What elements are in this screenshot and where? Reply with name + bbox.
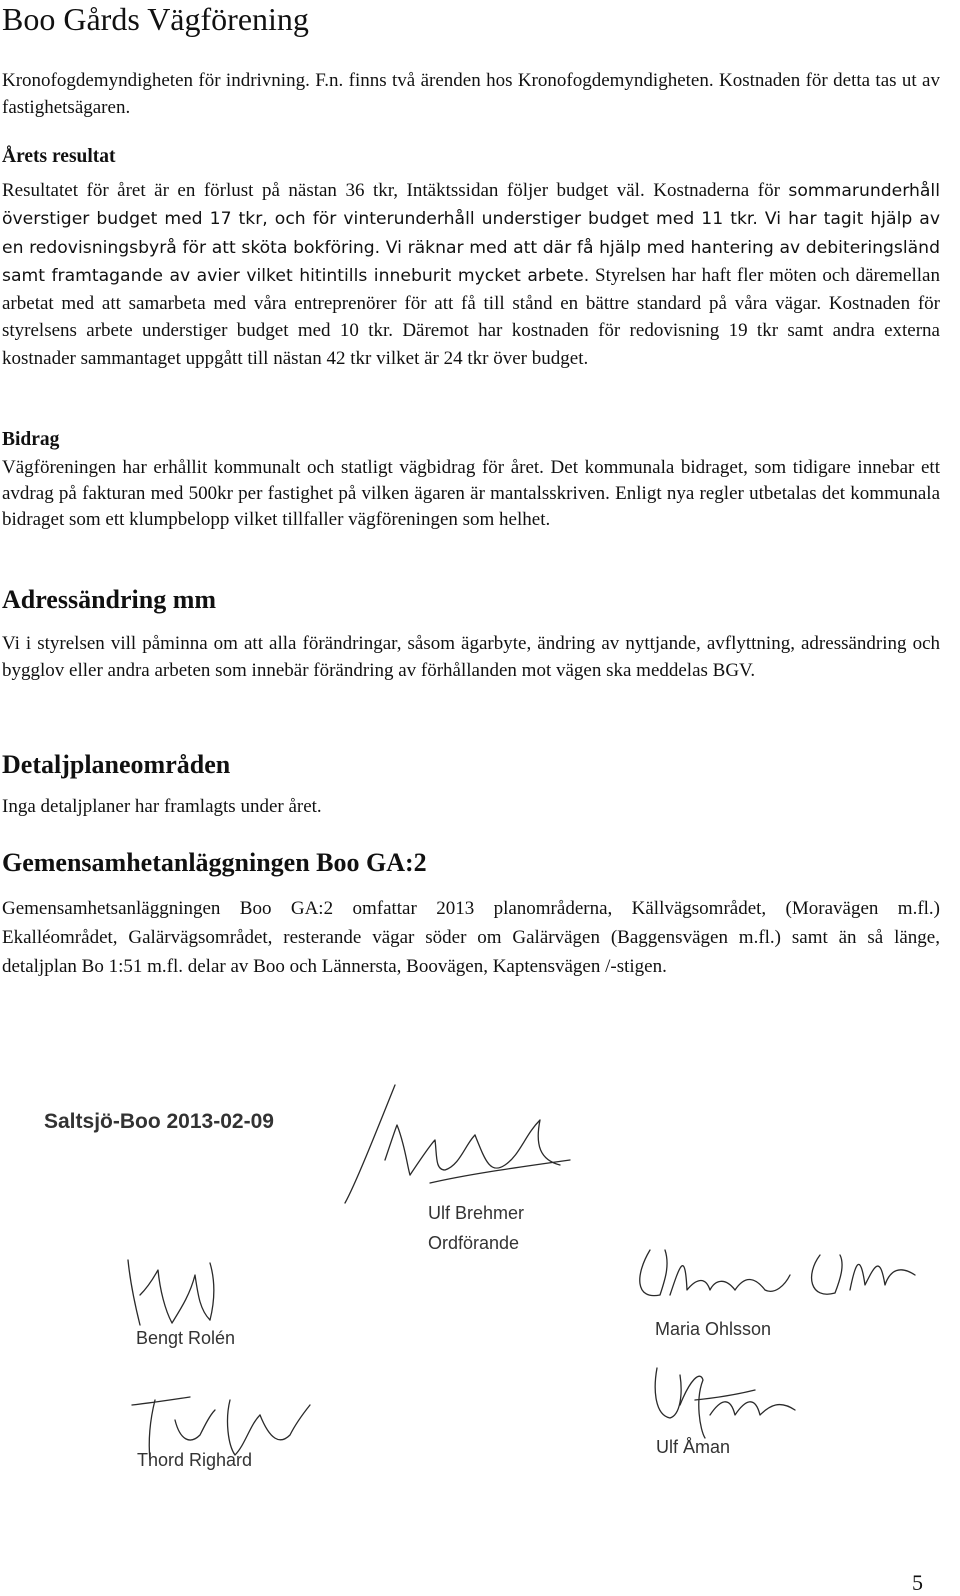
- signature-maria-ohlsson-scribble: [625, 1235, 925, 1315]
- intro-paragraph: Kronofogdemyndigheten för indrivning. F.n. finns två ärenden hos Kronofogdemyndigheten. Kostnaden för detta tas ut av fastighetsägaren.: [2, 70, 940, 119]
- address-change-heading: Adressändring mm: [2, 585, 217, 614]
- signer-name: Thord Righard: [137, 1450, 253, 1470]
- signer-name: Maria Ohlsson: [655, 1319, 772, 1339]
- results-text-serif: Resultatet för året är en förlust på nästan 36 tkr, Intäktssidan följer budget väl. Kostnaderna för: [2, 180, 780, 201]
- detail-plans-heading: Detaljplaneområden: [2, 750, 231, 779]
- detail-plans-paragraph: Inga detaljplaner har framlagts under året.: [2, 796, 322, 817]
- results-text-sans: sommarunderhåll överstiger budget med 17 tkr, och för vinterunderhåll understiger budget med 11 tkr. Vi har tagit hjälp av en redovisningsbyrå för att sköta bokföring. Vi räknar med att där få hjälp med hantering av debiteringsländ samt framtagande av avier vilket hitintills inneburit mycket arbete.: [2, 181, 940, 286]
- grants-heading: Bidrag: [2, 429, 60, 450]
- page-number: 5: [912, 1570, 923, 1595]
- signer-name: Ulf Brehmer: [428, 1203, 525, 1223]
- joint-facility-paragraph: Gemensamhetsanläggningen Boo GA:2 omfattar 2013 planområderna, Källvägsområdet, (Moravägen m.fl.) Ekalléområdet, Galärvägsområdet, resterande vägar söder om Galärvägen (Baggensvägen m.fl.) samt än så länge, detaljplan Bo 1:51 m.fl. delar av Boo och Lännersta, Boovägen, Kaptensvägen /-stigen.: [2, 898, 940, 977]
- signer-name: Ulf Åman: [656, 1437, 731, 1457]
- results-heading: Årets resultat: [2, 146, 116, 167]
- joint-facility-heading: Gemensamhetanläggningen Boo GA:2: [2, 848, 427, 877]
- document-title: Boo Gårds Vägförening: [2, 1, 309, 37]
- signature-place-date: Saltsjö-Boo 2013-02-09: [44, 1110, 274, 1133]
- signature-ulf-aman-scribble: [645, 1360, 805, 1440]
- address-change-paragraph: Vi i styrelsen vill påminna om att alla förändringar, såsom ägarbyte, ändring av nyttjande, avflyttning, adressändring och bygglov eller andra arbeten som innebär förändring av förhållanden mot vägen ska meddelas BGV.: [2, 633, 940, 682]
- signer-name: Bengt Rolén: [136, 1328, 236, 1348]
- signer-role: Ordförande: [428, 1233, 520, 1253]
- results-text-serif-2: Styrelsen har haft fler möten och däremellan arbetat med att samarbeta med våra entreprenörer för att få till stånd en bättre standard på våra vägar. Kostnaden för styrelsens arbete understiger budget med 10 tkr. Däremot har kostnaden för redovisning 19 tkr samt andra externa kostnader sammantaget uppgått till nästan 42 tkr vilket är 24 tkr över budget.: [2, 264, 940, 369]
- signature-ulf-brehmer-scribble: [335, 1065, 575, 1205]
- signature-bengt-rolen-scribble: [110, 1255, 250, 1335]
- grants-paragraph: Vägföreningen har erhållit kommunalt och statligt vägbidrag för året. Det kommunala bidraget, som tidigare innebar ett avdrag på fakturan med 500kr per fastighet på vilken ägaren är mantalsskriven. Enligt nya regler utbetalas det kommunala bidraget som ett klumpbelopp vilket tillfaller vägföreningen som helhet.: [2, 457, 940, 530]
- results-paragraph: [2, 177, 940, 372]
